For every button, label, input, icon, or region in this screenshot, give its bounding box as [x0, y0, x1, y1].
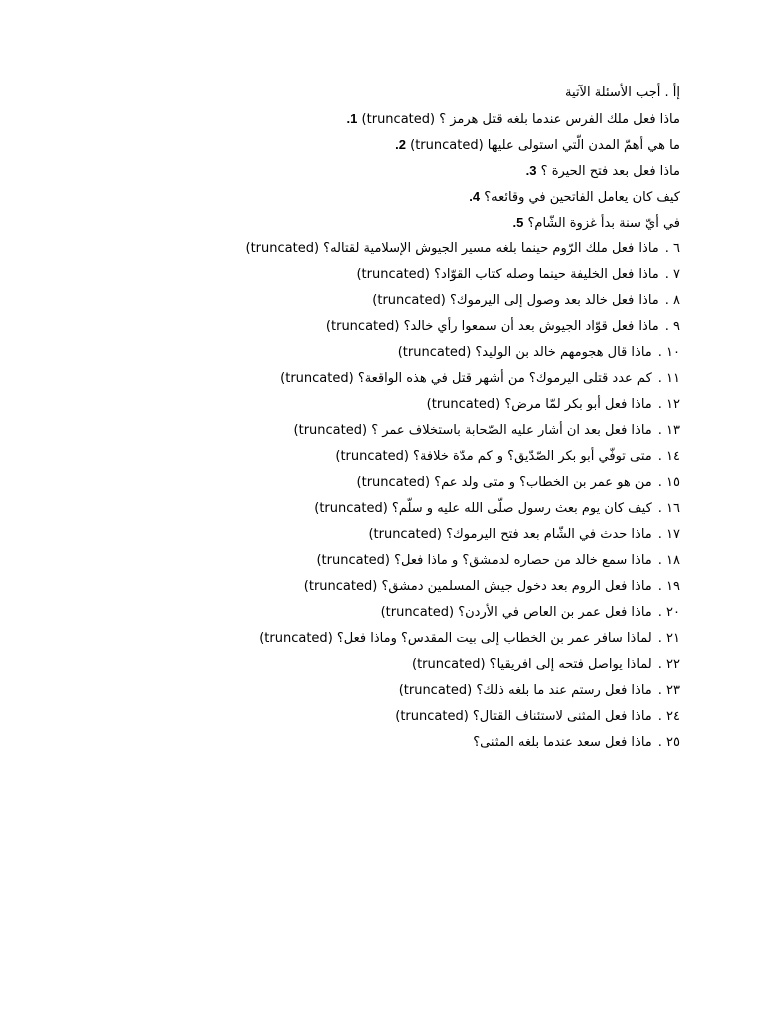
- question-list: [245, 80, 680, 756]
- question-item: [300, 704, 680, 730]
- question-text: ماذا فعل بعد فتح الحيرة ؟: [540, 164, 680, 179]
- question-number: ٢٥ .: [657, 735, 680, 750]
- question-text: ما هي أهمّ المدن الّتي استولى عليها (truncated): [410, 138, 680, 153]
- question-text: ماذا حدث في الشّام بعد فتح اليرموك؟ (truncated): [368, 527, 652, 542]
- question-number: 4.: [469, 189, 481, 204]
- question-text: ماذا فعل رستم عند ما بلغه ذلك؟ (truncated): [398, 683, 652, 698]
- question-text: كيف كان يعامل الفاتحين في وقائعه؟: [484, 190, 680, 205]
- question-number: 3.: [525, 163, 537, 178]
- question-text: ماذا فعل أبو بكر لمّا مرض؟ (truncated): [426, 397, 652, 412]
- question-number: ١٦ .: [657, 501, 680, 516]
- question-item: [293, 418, 680, 444]
- question-number: ١٣ .: [657, 423, 680, 438]
- question-text: ماذا فعل بعد ان أشار عليه الصّحابة باستخلاف عمر ؟ (truncated): [293, 423, 652, 438]
- question-text: ماذا فعل سعد عندما بلغه المثنى؟: [473, 735, 652, 750]
- question-text: ماذا فعل عمر بن العاص في الأردن؟ (truncated): [380, 605, 652, 620]
- question-item: [300, 470, 680, 496]
- section-heading: إأ . أجب الأسئلة الآتية: [565, 85, 680, 100]
- question-text: من هو عمر بن الخطاب؟ و متى ولد عم؟ (truncated): [356, 475, 652, 490]
- question-item: [300, 600, 680, 626]
- question-number: ١٢ .: [657, 397, 680, 412]
- question-item: [300, 522, 680, 548]
- question-item: [280, 366, 680, 392]
- question-number: ٢٣ .: [657, 683, 680, 698]
- question-item: [300, 392, 680, 418]
- question-number: ١١ .: [657, 371, 680, 386]
- question-text: لماذا سافر عمر بن الخطاب إلى بيت المقدس؟ وماذا فعل؟ (truncated): [259, 631, 652, 646]
- question-number: 2.: [395, 137, 406, 152]
- question-number: ٦ .: [664, 241, 680, 256]
- question-number: ٨ .: [664, 293, 680, 308]
- question-text: ماذا قال هجومهم خالد بن الوليد؟ (truncated): [397, 345, 652, 360]
- question-item: [80, 236, 680, 262]
- question-number: ٩ .: [664, 319, 680, 334]
- question-item: [300, 574, 680, 600]
- question-text: لماذا يواصل فتحه إلى افريقيا؟ (truncated): [412, 657, 652, 672]
- question-text: ماذا فعل قوّاد الجيوش بعد أن سمعوا رأي خالد؟ (truncated): [325, 319, 659, 334]
- question-number: ٢٠ .: [657, 605, 680, 620]
- question-item: [300, 288, 680, 314]
- question-number: 1.: [346, 111, 358, 126]
- question-number: ٢١ .: [657, 631, 680, 646]
- question-item: [300, 444, 680, 470]
- question-item: [300, 262, 680, 288]
- question-item: [80, 626, 680, 652]
- question-item: [300, 132, 680, 158]
- question-number: ١٠ .: [657, 345, 680, 360]
- question-text: ماذا فعل خالد بعد وصول إلى اليرموك؟ (truncated): [372, 293, 659, 308]
- question-text: في أيّ سنة بدأ غزوة الشّام؟: [527, 216, 680, 231]
- question-number: ١٧ .: [657, 527, 680, 542]
- question-number: ٧ .: [664, 267, 680, 282]
- question-text: ماذا فعل المثنى لاستئناف القتال؟ (truncated): [395, 709, 652, 724]
- question-text: ماذا فعل الروم بعد دخول جيش المسلمين دمشق؟ (truncated): [303, 579, 652, 594]
- question-text: كيف كان يوم بعث رسول صلّى الله عليه و سلّم؟ (truncated): [314, 501, 652, 516]
- question-text: ماذا فعل الخليفة حينما وصله كتاب القوّاد؟ (truncated): [356, 267, 659, 282]
- question-text: متى توفّي أبو بكر الصّدّيق؟ و كم مدّة خلافة؟ (truncated): [335, 449, 652, 464]
- question-item: [300, 340, 680, 366]
- question-number: ١٨ .: [657, 553, 680, 568]
- question-item: [300, 652, 680, 678]
- question-number: ٢٤ .: [657, 709, 680, 724]
- question-item: [300, 106, 680, 132]
- question-text: ماذا سمع خالد من حصاره لدمشق؟ و ماذا فعل؟ (truncated): [316, 553, 652, 568]
- question-item: [300, 184, 680, 210]
- question-item: [300, 548, 680, 574]
- question-item: [300, 496, 680, 522]
- question-item: [300, 730, 680, 756]
- question-item: [300, 678, 680, 704]
- question-item: [300, 314, 680, 340]
- question-text: كم عدد قتلى اليرموك؟ من أشهر قتل في هذه الواقعة؟ (truncated): [280, 371, 652, 386]
- question-number: ٢٢ .: [657, 657, 680, 672]
- question-text: ماذا فعل ملك الفرس عندما بلغه قتل هرمز ؟ (truncated): [361, 112, 680, 127]
- question-number: ١٥ .: [657, 475, 680, 490]
- question-item: [300, 158, 680, 184]
- question-text: ماذا فعل ملك الرّوم حينما بلغه مسير الجيوش الإسلامية لقتاله؟ (truncated): [245, 241, 659, 256]
- question-item: [300, 210, 680, 236]
- question-number: ١٤ .: [657, 449, 680, 464]
- question-number: 5.: [512, 215, 524, 230]
- question-number: ١٩ .: [657, 579, 680, 594]
